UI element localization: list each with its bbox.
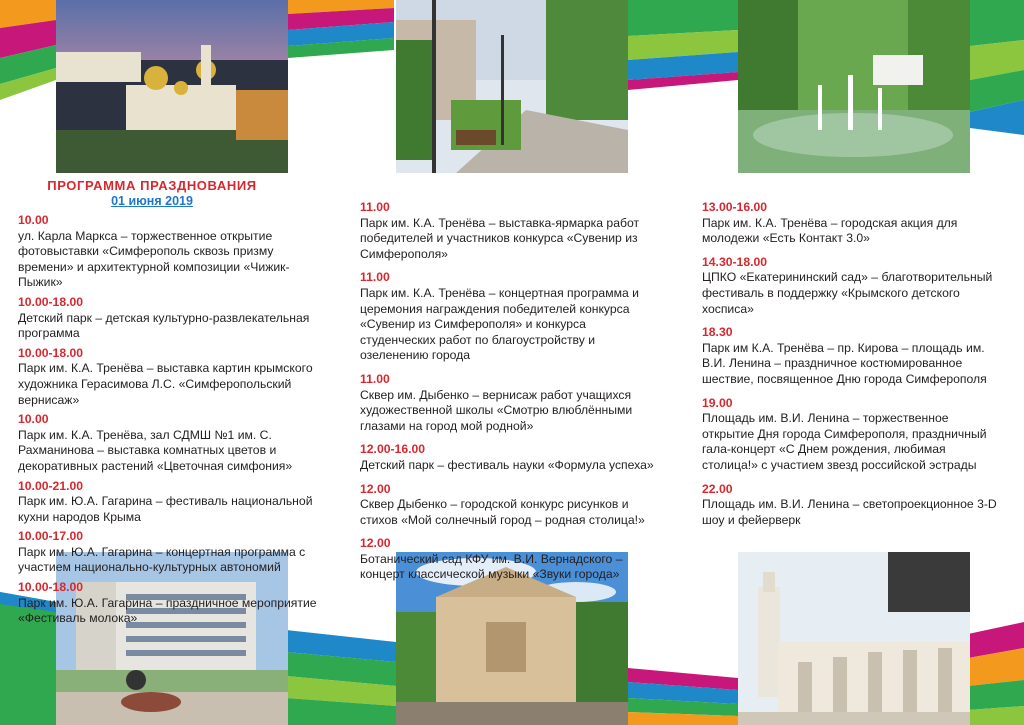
event-time: 10.00-18.00 [18, 580, 84, 595]
event-description: Детский парк – детская культурно-развлекательная программа [18, 310, 310, 341]
event-description: Парк им. К.А. Тренёва – выставка-ярмарка работ победителей и участников конкурса «Сувенир из Симферополя» [360, 215, 640, 261]
schedule-column-2 [360, 200, 660, 591]
event-description: Парк им. Ю.А. Гагарина – фестиваль национальной кухни народов Крыма [18, 494, 313, 524]
event-description: Парк им. К.А. Тренёва – концертная программа и церемония награждения победителей конкурса «Сувенир из Симферополя» и конкурса студенческих работ по благоустройству и озеленению города [360, 285, 639, 363]
corner-band-top-right [970, 0, 1024, 135]
photo-cathedral-night [56, 0, 288, 173]
band-bottom-1 [286, 630, 396, 725]
event-description: Детский парк – фестиваль науки «Формула успеха» [360, 457, 654, 472]
event-description: Парк им. К.А. Тренёва – выставка картин крымского художника Герасимова Л.С. «Симферопольский вернисаж» [18, 361, 313, 407]
event-time: 12.00 [360, 481, 391, 496]
event-description: Парк им. Ю.А. Гагарина – праздничное мероприятие «Фестиваль молока» [18, 595, 317, 626]
event-item [702, 396, 1002, 474]
event-time: 14.30-18.00 [702, 254, 768, 269]
event-description: Сквер Дыбенко – городской конкурс рисунков и стихов «Мой солнечный город – родная столица!» [360, 497, 645, 527]
event-description: Парк им К.А. Тренёва – пр. Кирова – площадь им. В.И. Ленина – праздничное костюмированное шествие, посвященное Дню города Симферополя [702, 340, 987, 386]
schedule-column-3 [702, 200, 1002, 536]
event-item [360, 482, 660, 529]
corner-band-top-left [0, 0, 56, 100]
event-item [702, 200, 1002, 247]
event-time: 11.00 [360, 200, 390, 214]
event-time: 12.00-16.00 [360, 442, 426, 457]
event-item [360, 372, 660, 434]
corner-band-bottom-right [968, 622, 1024, 725]
photo-pedestrian-street [396, 0, 628, 173]
event-item [702, 325, 1002, 387]
event-time: 10.00 [18, 213, 49, 227]
photo-park-fountain [738, 0, 970, 173]
band-bottom-2 [628, 668, 738, 725]
event-time: 10.00-18.00 [18, 294, 84, 309]
event-item [702, 255, 1002, 317]
event-time: 10.00-21.00 [18, 478, 84, 493]
event-item [360, 200, 660, 262]
event-description: ул. Карла Маркса – торжественное открытие фотовыставки «Симферополь сквозь призму времени» и архитектурной композиции «Чижик-Пыжик» [18, 228, 290, 290]
event-item [360, 270, 660, 364]
event-item [18, 213, 330, 291]
event-description: ЦПКО «Екатерининский сад» – благотворительный фестиваль в поддержку «Крымского детского хосписа» [702, 270, 993, 316]
event-time: 19.00 [702, 395, 733, 410]
event-item [702, 482, 1002, 529]
event-item [18, 580, 330, 627]
program-title: ПРОГРАММА ПРАЗДНОВАНИЯ [47, 178, 257, 193]
event-description: Сквер им. Дыбенко – вернисаж работ учащихся художественной школы «Смотрю влюблёнными глазами на город мой родной» [360, 387, 633, 433]
event-item [18, 295, 330, 342]
event-description: Парк им. Ю.А. Гагарина – концертная программа с участием национально-культурных автономий [18, 544, 306, 575]
event-time: 12.00 [360, 536, 391, 551]
event-item [18, 346, 330, 408]
event-item [18, 479, 330, 526]
event-time: 10.00-18.00 [18, 345, 84, 360]
event-time: 13.00-16.00 [702, 200, 768, 214]
event-time: 11.00 [360, 270, 390, 285]
event-time: 10.00 [18, 412, 49, 427]
event-time: 18.30 [702, 325, 733, 340]
event-description: Парк им. К.А. Тренёва – городская акция для молодежи «Есть Контакт 3.0» [702, 215, 958, 246]
event-item [18, 412, 330, 474]
photo-railway-station [738, 552, 970, 725]
schedule-column-1 [18, 213, 330, 631]
event-time: 10.00-17.00 [18, 529, 84, 544]
event-time: 22.00 [702, 481, 733, 496]
event-item [360, 442, 660, 473]
event-description: Площадь им. В.И. Ленина – светопроекционное 3-D шоу и фейерверк [702, 497, 997, 527]
event-time: 11.00 [360, 371, 390, 386]
event-item [360, 536, 660, 583]
program-date: 01 июня 2019 [111, 194, 193, 208]
band-top-1 [288, 0, 394, 60]
event-item [18, 529, 330, 576]
band-top-2 [628, 0, 738, 90]
event-description: Ботанический сад КФУ им. В.И. Вернадского – концерт классической музыки «Звуки города» [360, 551, 623, 582]
event-description: Парк им. К.А. Тренёва, зал СДМШ №1 им. С. Рахманинова – выставка комнатных цветов и декоративных растений «Цветочная симфония» [18, 427, 293, 473]
event-description: Площадь им. В.И. Ленина – торжественное открытие Дня города Симферополя, праздничный гала-концерт «С Днем рождения, любимая столица!» с участием звезд российской эстрады [702, 411, 987, 472]
